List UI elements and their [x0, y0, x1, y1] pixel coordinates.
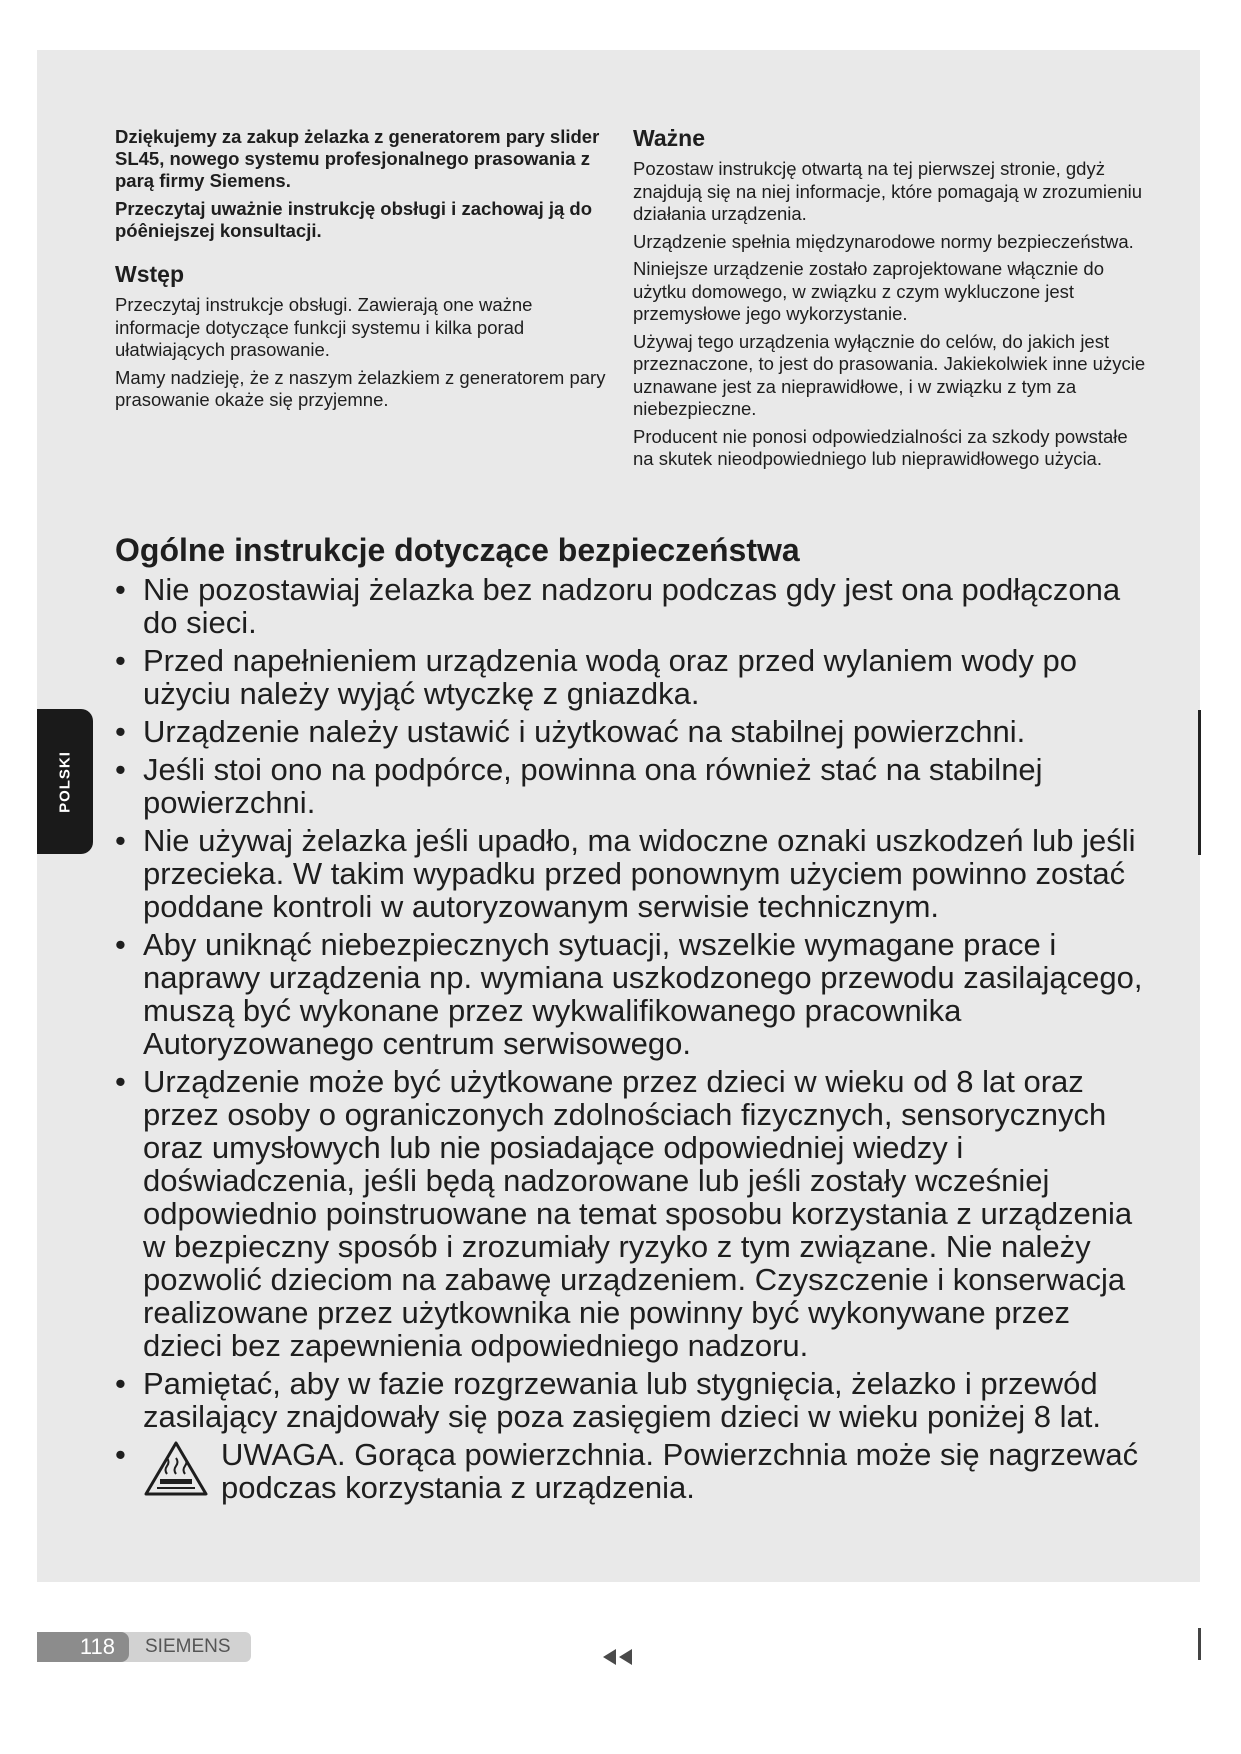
- intro-heading: Wstęp: [115, 261, 184, 287]
- list-item: [115, 753, 1155, 819]
- important-section: [633, 124, 1153, 476]
- bullet: •: [115, 643, 126, 678]
- list-item: [115, 644, 1155, 710]
- important-heading: Ważne: [633, 125, 705, 151]
- language-tab-label: POLSKI: [56, 750, 74, 813]
- list-item-text: Nie używaj żelazka jeśli upadło, ma widoczne oznaki uszkodzeń lub jeśli przecieka. W takim wypadku przed ponownym użyciem powinno zostać poddane kontroli w autoryzowanym serwisie technicznym.: [143, 823, 1136, 924]
- bullet: •: [115, 572, 126, 607]
- bullet: •: [115, 1064, 126, 1099]
- warning-text: UWAGA. Gorąca powierzchnia. Powierzchnia może się nagrzewać podczas korzystania z urządzenia.: [221, 1437, 1139, 1505]
- list-item-text: Pamiętać, aby w fazie rozgrzewania lub stygnięcia, żelazko i przewód zasilający znajdowały się poza zasięgiem dzieci w wieku poniżej 8 lat.: [143, 1366, 1102, 1434]
- list-item-text: Urządzenie może być użytkowane przez dzieci w wieku od 8 lat oraz przez osoby o ograniczonych zdolnościach fizycznych, sensorycznych oraz umysłowych lub nie posiadające odpowiedniej wiedzy i doświadczenia, jeśli będą nadzorowane lub jeśli zostały wcześniej odpowiednio poinstruowane na temat sposobu korzystania z urządzenia w bezpieczny sposób i zrozumiały ryzyko z tym związane. Nie należy pozwolić dzieciom na zabawę urządzeniem. Czyszczenie i konserwacja realizowane przez użytkownika nie powinny być wykonywane przez dzieci bez zapewnienia odpowiedniego nadzoru.: [143, 1064, 1133, 1363]
- safety-section: [115, 531, 1155, 1509]
- list-item: [115, 1065, 1155, 1362]
- intro-paragraph: Mamy nadzieję, że z naszym żelazkiem z generatorem pary prasowanie okaże się przyjemne.: [115, 366, 606, 410]
- list-item: [115, 824, 1155, 923]
- list-item: [115, 1367, 1155, 1433]
- language-tab: [37, 709, 93, 854]
- list-item-text: Nie pozostawiaj żelazka bez nadzoru podczas gdy jest ona podłączona do sieci.: [143, 572, 1121, 640]
- page-number: 118: [37, 1632, 129, 1662]
- read-instructions-text: Przeczytaj uważnie instrukcję obsługi i zachowaj ją do póêniejszej konsultacji.: [115, 198, 593, 241]
- bullet: •: [115, 927, 126, 962]
- important-paragraph: Niniejsze urządzenie zostało zaprojektowane włącznie do użytku domowego, w związku z czym wykluczone jest przemysłowe jego wykorzystanie.: [633, 258, 1104, 324]
- list-item-text: Aby uniknąć niebezpiecznych sytuacji, wszelkie wymagane prace i naprawy urządzenia np. wymiana uszkodzonego przewodu zasilającego, muszą być wykonane przez wykwalifikowanego pracownika Autoryzowanego centrum serwisowego.: [143, 927, 1143, 1061]
- back-double-arrow-icon[interactable]: [601, 1648, 635, 1666]
- footer-divider: [1198, 1628, 1201, 1660]
- important-paragraph: Producent nie ponosi odpowiedzialności za szkody powstałe na skutek nieodpowiedniego lub nieprawidłowego użycia.: [633, 425, 1128, 469]
- bullet: •: [115, 1366, 126, 1401]
- bullet: •: [115, 823, 126, 858]
- brand-name: SIEMENS: [145, 1636, 231, 1657]
- bullet: •: [115, 714, 126, 749]
- list-item: [115, 928, 1155, 1060]
- list-item-warning: [115, 1438, 1155, 1504]
- thanks-text: Dziękujemy za zakup żelazka z generatorem pary slider SL45, nowego systemu profesjonalnego prasowania z parą firmy Siemens.: [115, 126, 600, 191]
- bullet: •: [115, 752, 126, 787]
- list-item-text: Przed napełnieniem urządzenia wodą oraz przed wylaniem wody po użyciu należy wyjąć wtyczkę z gniazdka.: [143, 643, 1077, 711]
- intro-paragraph: Przeczytaj instrukcje obsługi. Zawierają one ważne informacje dotyczące funkcji systemu i kilka porad ułatwiających prasowanie.: [115, 294, 533, 360]
- hot-surface-warning-icon: [143, 1440, 209, 1498]
- list-item-text: Urządzenie należy ustawić i użytkować na stabilnej powierzchni.: [143, 714, 1026, 749]
- important-paragraph: Pozostaw instrukcję otwartą na tej pierwszej stronie, gdyż znajdują się na niej informacje, które pomagają w zrozumieniu działania urządzenia.: [633, 158, 1143, 224]
- safety-list: [115, 573, 1155, 1504]
- list-item-text: Jeśli stoi ono na podpórce, powinna ona również stać na stabilnej powierzchni.: [143, 752, 1043, 820]
- important-paragraph: Używaj tego urządzenia wyłącznie do celów, do jakich jest przeznaczone, to jest do prasowania. Jakiekolwiek inne użycie uznawane jest za nieprawidłowe, i w związku z tym za niebezpieczne.: [633, 330, 1146, 419]
- list-item: [115, 573, 1155, 639]
- intro-section: [115, 126, 615, 417]
- right-margin-bar: [1198, 710, 1201, 855]
- safety-heading: Ogólne instrukcje dotyczące bezpieczeństwa: [115, 532, 800, 568]
- list-item: [115, 715, 1155, 748]
- important-paragraph: Urządzenie spełnia międzynarodowe normy bezpieczeństwa.: [633, 230, 1134, 252]
- bullet: •: [115, 1437, 126, 1472]
